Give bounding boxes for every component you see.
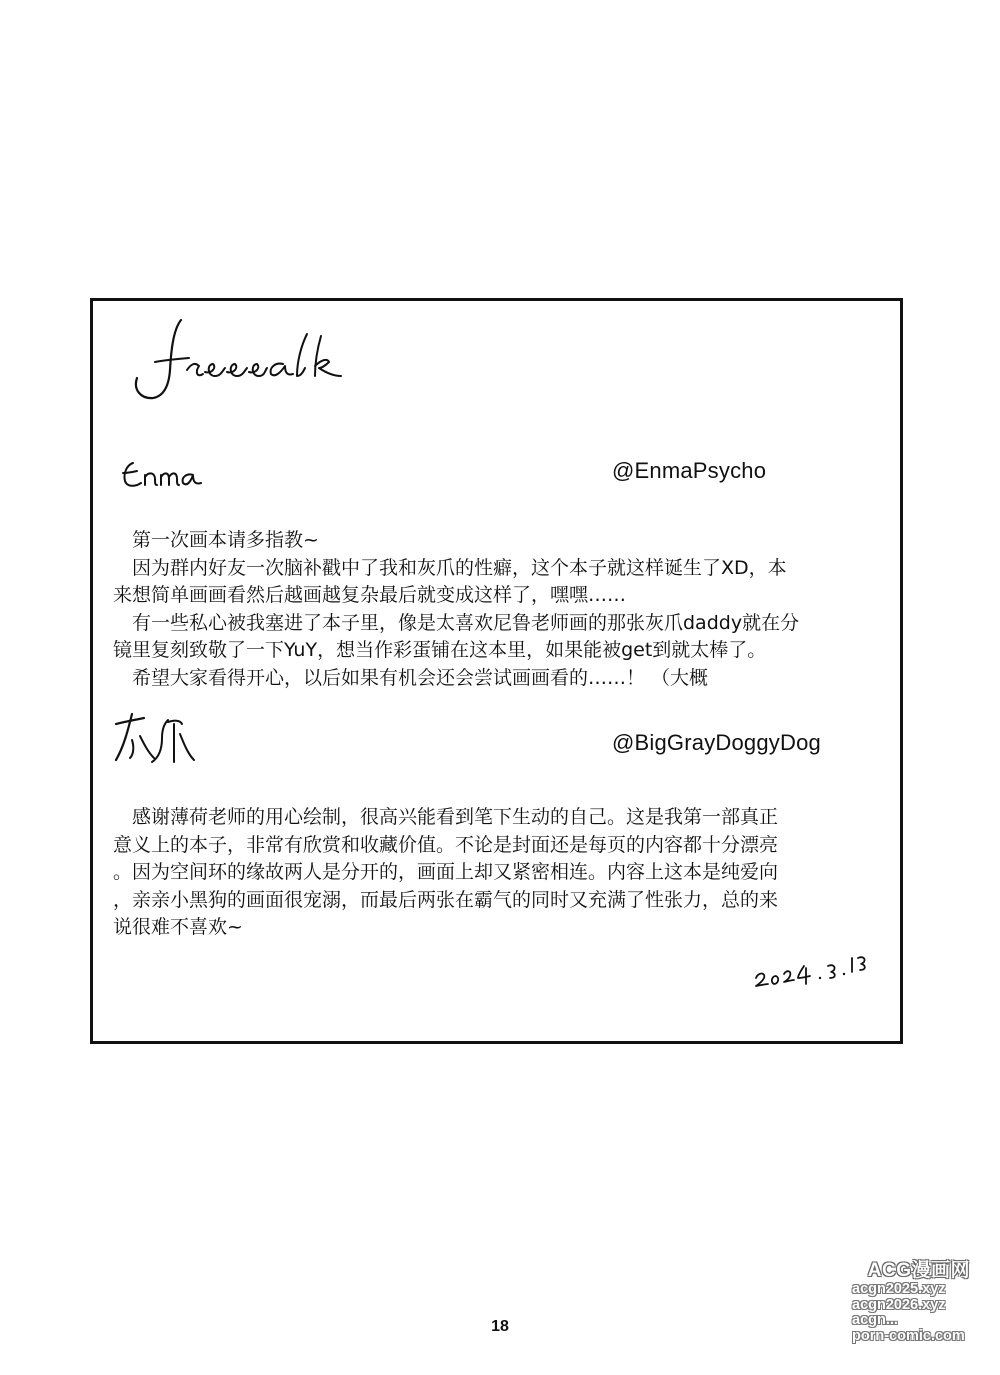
huizhua-signature: [110, 710, 200, 770]
watermark: [852, 1260, 972, 1360]
enma-message-line: 第一次画本请多指教~: [113, 529, 319, 551]
enma-handle: @EnmaPsycho: [612, 458, 767, 483]
huizhua-message-line: 。因为空间环的缘故两人是分开的，画面上却又紧密相连。内容上这本是纯爱向: [113, 861, 779, 883]
enma-message-line: 希望大家看得开心，以后如果有机会还会尝试画画看的……！ （大概: [113, 666, 709, 689]
page-number: 18: [491, 1318, 509, 1335]
enma-signature: [115, 455, 210, 495]
handwritten-date: [750, 948, 870, 992]
huizhua-message-line: 感谢薄荷老师的用心绘制，很高兴能看到笔下生动的自己。这是我第一部真正: [113, 806, 779, 828]
enma-message-line: 因为群内好友一次脑补戳中了我和灰爪的性癖，这个本子就这样诞生了XD，本: [113, 556, 787, 579]
enma-message-line: 来想简单画画看然后越画越复杂最后就变成这样了，嘿嘿……: [113, 584, 627, 606]
watermark-line: porn-comic.com: [852, 1327, 965, 1344]
watermark-line: acgn2025.xyz: [852, 1281, 946, 1297]
huizhua-message-line: ，亲亲小黑狗的画面很宠溺，而最后两张在霸气的同时又充满了性张力，总的来: [113, 888, 779, 911]
watermark-line: acgn...: [852, 1312, 898, 1328]
watermark-line: acgn2026.xyz: [852, 1296, 946, 1313]
freetalk-signature: [125, 312, 355, 407]
huizhua-message: [113, 804, 873, 942]
huizhua-handle: @BigGrayDoggyDog: [612, 730, 821, 755]
watermark-title: ACG漫画网: [867, 1260, 970, 1281]
huizhua-message-line: 说很难不喜欢~: [113, 916, 243, 938]
enma-message-line: 镜里复刻致敬了一下YuY，想当作彩蛋铺在这本里，如果能被get到就太棒了。: [113, 639, 767, 661]
enma-message: [113, 527, 873, 692]
enma-message-line: 有一些私心被我塞进了本子里，像是太喜欢尼鲁老师画的那张灰爪daddy就在分: [113, 611, 800, 634]
huizhua-message-line: 意义上的本子，非常有欣赏和收藏价值。不论是封面还是每页的内容都十分漂亮: [113, 833, 779, 856]
